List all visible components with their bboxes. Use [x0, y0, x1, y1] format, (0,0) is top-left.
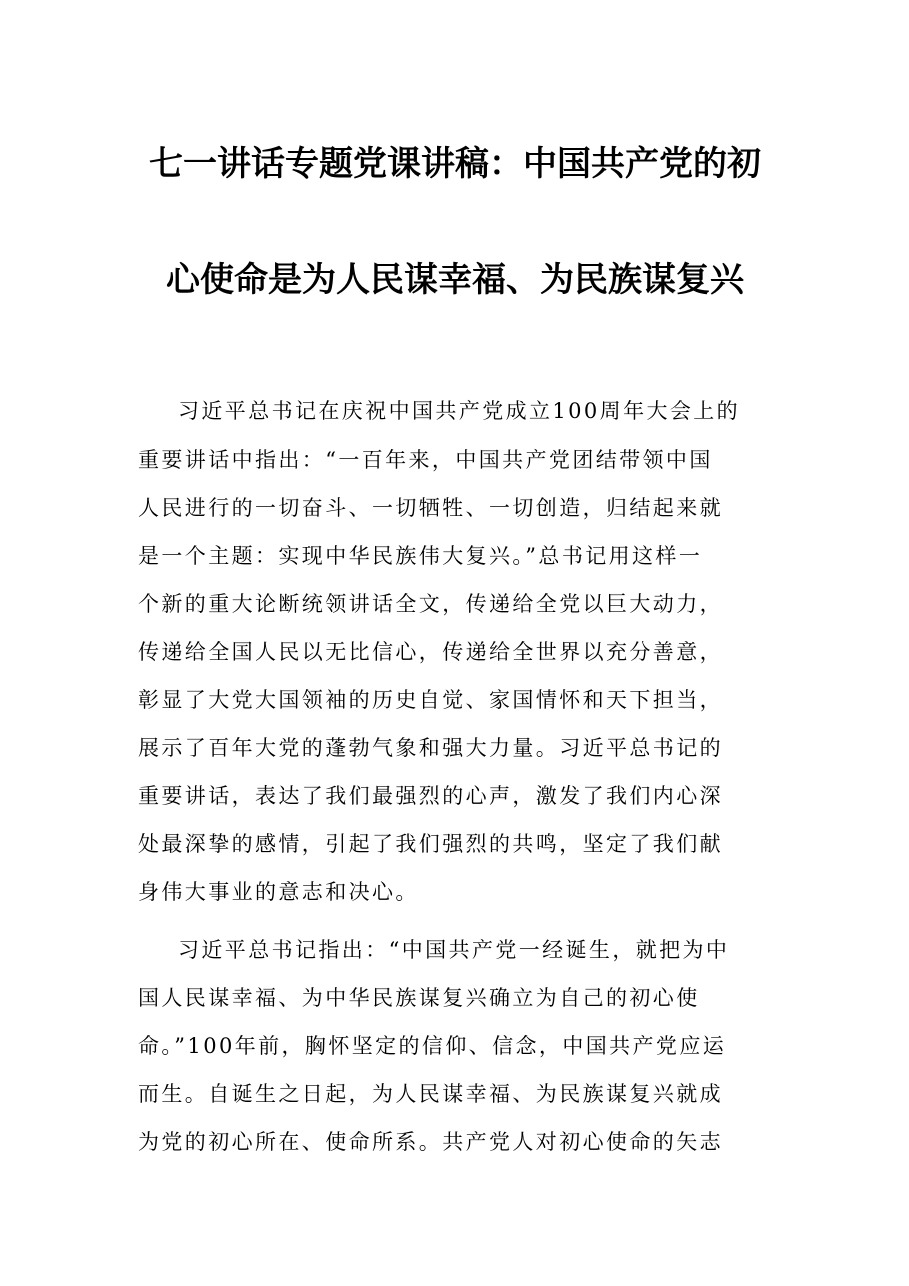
- document-title-line-2: 心使命是为人民谋幸福、为民族谋复兴: [166, 260, 744, 300]
- paragraph-1-line-11: 身伟大事业的意志和决心。: [138, 880, 419, 904]
- paragraph-1-line-9: 重要讲话，表达了我们最强烈的心声，激发了我们内心深: [138, 784, 723, 808]
- paragraph-2-line-1: 习近平总书记指出：“中国共产党一经诞生，就把为中: [178, 938, 730, 962]
- paragraph-1-line-7: 彰显了大党大国领袖的历史自觉、家国情怀和天下担当，: [138, 688, 723, 712]
- paragraph-2-line-2: 国人民谋幸福、为中华民族谋复兴确立为自己的初心使: [138, 986, 700, 1010]
- paragraph-1-line-2: 重要讲话中指出：“一百年来，中国共产党团结带领中国: [138, 448, 713, 472]
- paragraph-1-line-4: 是一个主题：实现中华民族伟大复兴。”总书记用这样一: [138, 544, 703, 568]
- paragraph-2-line-4: 而生。自诞生之日起，为人民谋幸福、为民族谋复兴就成: [138, 1082, 723, 1106]
- paragraph-2-line-5: 为党的初心所在、使命所系。共产党人对初心使命的矢志: [138, 1130, 723, 1154]
- document-title-line-1: 七一讲话专题党课讲稿：中国共产党的初: [149, 144, 761, 184]
- paragraph-2-line-3: 命。”100年前，胸怀坚定的信仰、信念，中国共产党应运: [138, 1034, 727, 1058]
- paragraph-1-line-8: 展示了百年大党的蓬勃气象和强大力量。习近平总书记的: [138, 736, 723, 760]
- paragraph-1-line-5: 个新的重大论断统领讲话全文，传递给全党以巨大动力，: [138, 592, 723, 616]
- paragraph-1-line-10: 处最深挚的感情，引起了我们强烈的共鸣，坚定了我们献: [138, 832, 723, 856]
- paragraph-1-line-6: 传递给全国人民以无比信心，传递给全世界以充分善意，: [138, 640, 723, 664]
- paragraph-1-line-3: 人民进行的一切奋斗、一切牺牲、一切创造，归结起来就: [138, 496, 723, 520]
- paragraph-1-line-1: 习近平总书记在庆祝中国共产党成立100周年大会上的: [178, 399, 741, 423]
